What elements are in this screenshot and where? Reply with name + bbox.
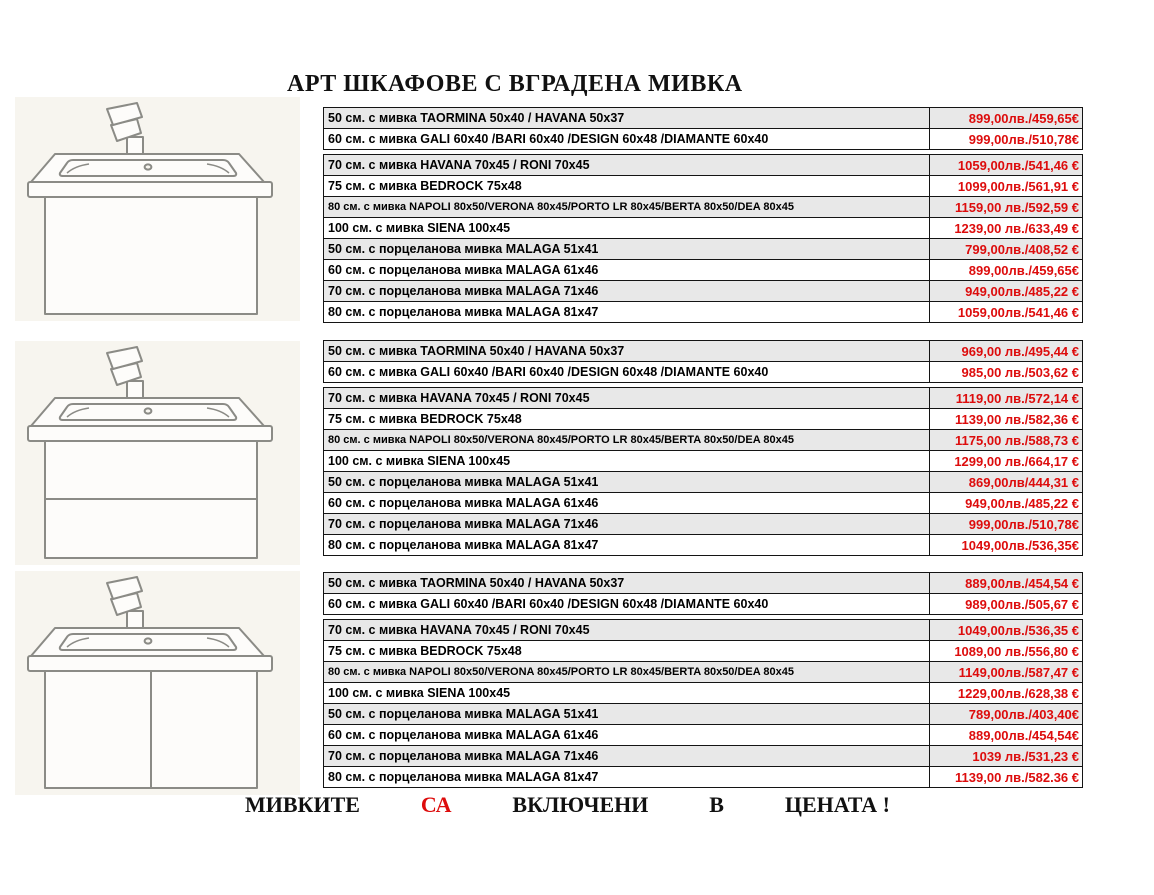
price-value: 985,00 лв./503,62 €	[961, 364, 1079, 380]
price-value: 1049,00лв./536,35 €	[957, 622, 1079, 638]
table-row	[323, 196, 1083, 218]
table-row	[323, 301, 1083, 323]
price-value: 1119,00 лв./572,14 €	[955, 390, 1079, 406]
table-row	[323, 724, 1083, 746]
price-value: 999,00лв./510,78€	[968, 516, 1079, 532]
table-row	[323, 408, 1083, 430]
counter-front-edge	[28, 182, 272, 197]
product-label: 80 см. с мивка NAPOLI 80x50/VERONA 80x45/PORTO LR 80x45/BERTA 80x50/DEA 80x45	[324, 430, 930, 450]
product-label: 60 см. с мивка GALI 60x40 /BARI 60x40 /DESIGN 60x48 /DIAMANTE 60x40	[324, 594, 930, 614]
product-label: 50 см. с мивка TAORMINA 50x40 / HAVANA 50x37	[324, 341, 930, 361]
price-table-1	[323, 107, 1083, 323]
product-label: 60 см. с мивка GALI 60x40 /BARI 60x40 /DESIGN 60x48 /DIAMANTE 60x40	[324, 129, 930, 149]
table-row	[323, 534, 1083, 556]
price-value: 1099,00лв./561,91 €	[957, 178, 1079, 194]
vanity-cabinet-illustration	[15, 341, 300, 565]
footer-word: ЦЕНАТА !	[784, 792, 890, 817]
table-row	[323, 640, 1083, 662]
table-row	[323, 259, 1083, 281]
price-table-2	[323, 340, 1083, 556]
price-value: 949,00лв./485,22 €	[965, 283, 1079, 299]
price-value: 899,00лв./459,65€	[968, 110, 1079, 126]
table-row	[323, 619, 1083, 641]
product-label: 80 см. с мивка NAPOLI 80x50/VERONA 80x45/PORTO LR 80x45/BERTA 80x50/DEA 80x45	[324, 197, 930, 217]
table-row	[323, 661, 1083, 683]
product-label: 75 см. с мивка BEDROCK 75x48	[324, 176, 930, 196]
vanity-cabinet-illustration	[15, 97, 300, 321]
product-label: 100 см. с мивка SIENA 100x45	[324, 683, 930, 703]
price-value: 1299,00 лв./664,17 €	[954, 453, 1079, 469]
vanity-cabinet-illustration	[15, 571, 300, 795]
price-value: 1139,00 лв./582,36 €	[955, 411, 1079, 427]
vanity-drawing-two-doors	[15, 571, 300, 795]
table-row	[323, 450, 1083, 472]
vanity-drawing-two-drawers	[15, 341, 300, 565]
price-value: 1049,00лв./536,35€	[961, 537, 1079, 553]
price-table-3	[323, 572, 1083, 788]
footer-word-highlighted: СА	[420, 792, 452, 817]
table-row	[323, 361, 1083, 383]
table-row	[323, 513, 1083, 535]
product-label: 60 см. с порцеланова мивка MALAGA 61x46	[324, 260, 930, 280]
cabinet-body	[45, 197, 257, 314]
price-value: 1059,00лв./541,46 €	[957, 304, 1079, 320]
price-value: 1159,00 лв./592,59 €	[955, 199, 1079, 215]
product-label: 60 см. с порцеланова мивка MALAGA 61x46	[324, 493, 930, 513]
table-row	[323, 471, 1083, 493]
footer-word: МИВКИТЕ	[245, 792, 360, 817]
price-value: 1229,00лв./628,38 €	[957, 685, 1079, 701]
overflow-hole	[145, 408, 152, 413]
product-label: 80 см. с порцеланова мивка MALAGA 81x47	[324, 302, 930, 322]
price-value: 799,00лв./408,52 €	[965, 241, 1079, 257]
product-label: 70 см. с порцеланова мивка MALAGA 71x46	[324, 746, 930, 766]
product-label: 75 см. с мивка BEDROCK 75x48	[324, 641, 930, 661]
table-row	[323, 217, 1083, 239]
price-value: 999,00лв./510,78€	[968, 131, 1079, 147]
table-row	[323, 340, 1083, 362]
product-label: 50 см. с мивка TAORMINA 50x40 / HAVANA 50x37	[324, 573, 930, 593]
product-label: 50 см. с порцеланова мивка MALAGA 51x41	[324, 239, 930, 259]
table-row	[323, 238, 1083, 260]
table-row	[323, 572, 1083, 594]
overflow-hole	[145, 164, 152, 169]
product-label: 100 см. с мивка SIENA 100x45	[324, 218, 930, 238]
table-row	[323, 703, 1083, 725]
page-title: АРТ ШКАФОВЕ С ВГРАДЕНА МИВКА	[287, 71, 743, 97]
product-label: 50 см. с порцеланова мивка MALAGA 51x41	[324, 704, 930, 724]
price-value: 869,00лв/444,31 €	[968, 474, 1079, 490]
overflow-hole	[145, 638, 152, 643]
price-value: 889,00лв./454,54€	[968, 727, 1079, 743]
footer-word: В	[709, 792, 724, 817]
price-value: 1059,00лв./541,46 €	[957, 157, 1079, 173]
table-row	[323, 387, 1083, 409]
product-label: 60 см. с порцеланова мивка MALAGA 61x46	[324, 725, 930, 745]
product-label: 80 см. с порцеланова мивка MALAGA 81x47	[324, 767, 930, 787]
table-row	[323, 682, 1083, 704]
table-row	[323, 128, 1083, 150]
table-row	[323, 154, 1083, 176]
product-label: 80 см. с порцеланова мивка MALAGA 81x47	[324, 535, 930, 555]
table-row	[323, 492, 1083, 514]
product-label: 60 см. с мивка GALI 60x40 /BARI 60x40 /DESIGN 60x48 /DIAMANTE 60x40	[324, 362, 930, 382]
price-value: 789,00лв./403,40€	[968, 706, 1079, 722]
product-label: 70 см. с порцеланова мивка MALAGA 71x46	[324, 281, 930, 301]
price-value: 1139,00 лв./582.36 €	[955, 769, 1079, 785]
product-label: 70 см. с мивка HAVANA 70x45 / RONI 70x45	[324, 388, 930, 408]
price-value: 899,00лв./459,65€	[968, 262, 1079, 278]
price-value: 1175,00 лв./588,73 €	[955, 432, 1079, 448]
table-row	[323, 175, 1083, 197]
price-value: 989,00лв./505,67 €	[965, 596, 1079, 612]
product-label: 50 см. с мивка TAORMINA 50x40 / HAVANA 50x37	[324, 108, 930, 128]
table-row	[323, 766, 1083, 788]
price-value: 889,00лв./454,54 €	[965, 575, 1079, 591]
footer-word: ВКЛЮЧЕНИ	[512, 792, 649, 817]
footer-note	[245, 792, 890, 818]
product-label: 75 см. с мивка BEDROCK 75x48	[324, 409, 930, 429]
product-label: 70 см. с мивка HAVANA 70x45 / RONI 70x45	[324, 155, 930, 175]
counter-front-edge	[28, 656, 272, 671]
product-label: 50 см. с порцеланова мивка MALAGA 51x41	[324, 472, 930, 492]
table-row	[323, 107, 1083, 129]
table-row	[323, 280, 1083, 302]
counter-front-edge	[28, 426, 272, 441]
table-row	[323, 745, 1083, 767]
price-value: 949,00лв./485,22 €	[965, 495, 1079, 511]
price-value: 969,00 лв./495,44 €	[961, 343, 1079, 359]
price-value: 1239,00 лв./633,49 €	[954, 220, 1079, 236]
product-label: 80 см. с мивка NAPOLI 80x50/VERONA 80x45/PORTO LR 80x45/BERTA 80x50/DEA 80x45	[324, 662, 930, 682]
price-value: 1089,00 лв./556,80 €	[954, 643, 1079, 659]
product-label: 70 см. с порцеланова мивка MALAGA 71x46	[324, 514, 930, 534]
product-label: 70 см. с мивка HAVANA 70x45 / RONI 70x45	[324, 620, 930, 640]
vanity-drawing-single-front	[15, 97, 300, 321]
price-value: 1149,00лв./587,47 €	[958, 664, 1079, 680]
table-row	[323, 593, 1083, 615]
price-value: 1039 лв./531,23 €	[972, 748, 1079, 764]
table-row	[323, 429, 1083, 451]
product-label: 100 см. с мивка SIENA 100x45	[324, 451, 930, 471]
